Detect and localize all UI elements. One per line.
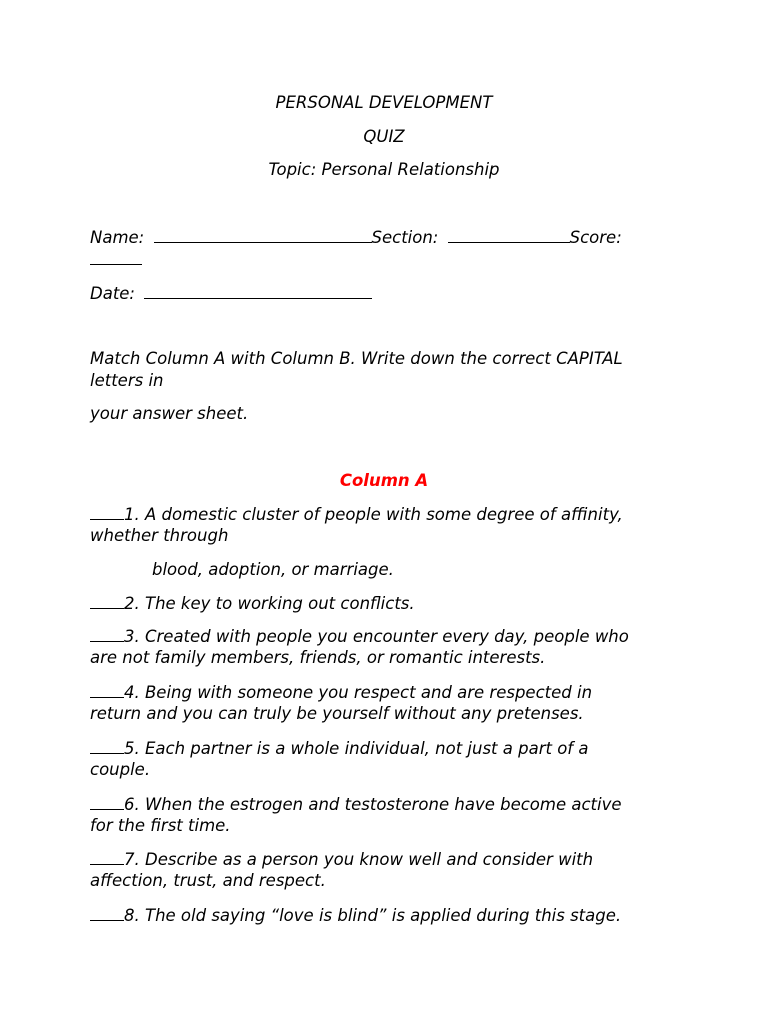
- question-item-continuation: return and you can truly be yourself without any pretenses.: [90, 704, 584, 723]
- question-item-continuation: whether through: [90, 526, 229, 545]
- answer-blank[interactable]: [90, 592, 124, 609]
- document-title: PERSONAL DEVELOPMENT: [275, 93, 493, 112]
- answer-blank[interactable]: [90, 503, 124, 520]
- instructions-line-1: Match Column A with Column B. Write down the correct CAPITAL: [90, 349, 623, 368]
- instructions-line-2: letters in: [90, 371, 164, 390]
- question-item-continuation: affection, trust, and respect.: [90, 871, 326, 890]
- date-blank[interactable]: [144, 282, 372, 299]
- question-item: 7. Describe as a person you know well and consider with: [90, 848, 593, 871]
- answer-blank[interactable]: [90, 848, 124, 865]
- name-blank[interactable]: [154, 226, 372, 243]
- question-item-continuation: are not family members, friends, or romantic interests.: [90, 648, 546, 667]
- name-label: Name:: [90, 228, 145, 247]
- student-info-row: [90, 226, 622, 249]
- date-row: [90, 282, 372, 305]
- column-a-heading: Column A: [339, 471, 429, 490]
- question-item: 4. Being with someone you respect and are respected in: [90, 681, 592, 704]
- answer-blank[interactable]: [90, 625, 124, 642]
- document-subtitle: QUIZ: [363, 127, 405, 146]
- score-blank-row: [90, 248, 142, 271]
- section-label: Section:: [371, 228, 439, 247]
- date-label: Date:: [90, 284, 135, 303]
- question-item: 8. The old saying “love is blind” is applied during this stage.: [90, 904, 621, 927]
- question-item-continuation: for the first time.: [90, 816, 231, 835]
- question-item: 1. A domestic cluster of people with some degree of affinity,: [90, 503, 623, 526]
- topic-line: Topic: Personal Relationship: [268, 160, 500, 179]
- question-item: 5. Each partner is a whole individual, not just a part of a: [90, 737, 588, 760]
- score-blank[interactable]: [90, 248, 142, 265]
- answer-blank[interactable]: [90, 681, 124, 698]
- answer-blank[interactable]: [90, 737, 124, 754]
- question-item: 6. When the estrogen and testosterone have become active: [90, 793, 622, 816]
- answer-blank[interactable]: [90, 793, 124, 810]
- answer-blank[interactable]: [90, 904, 124, 921]
- question-item: 3. Created with people you encounter every day, people who: [90, 625, 629, 648]
- question-item-continuation: blood, adoption, or marriage.: [152, 560, 394, 579]
- score-label: Score:: [569, 228, 622, 247]
- question-item-continuation: couple.: [90, 760, 151, 779]
- section-blank[interactable]: [448, 226, 570, 243]
- question-item: 2. The key to working out conflicts.: [90, 592, 415, 615]
- instructions-line-3: your answer sheet.: [90, 404, 249, 423]
